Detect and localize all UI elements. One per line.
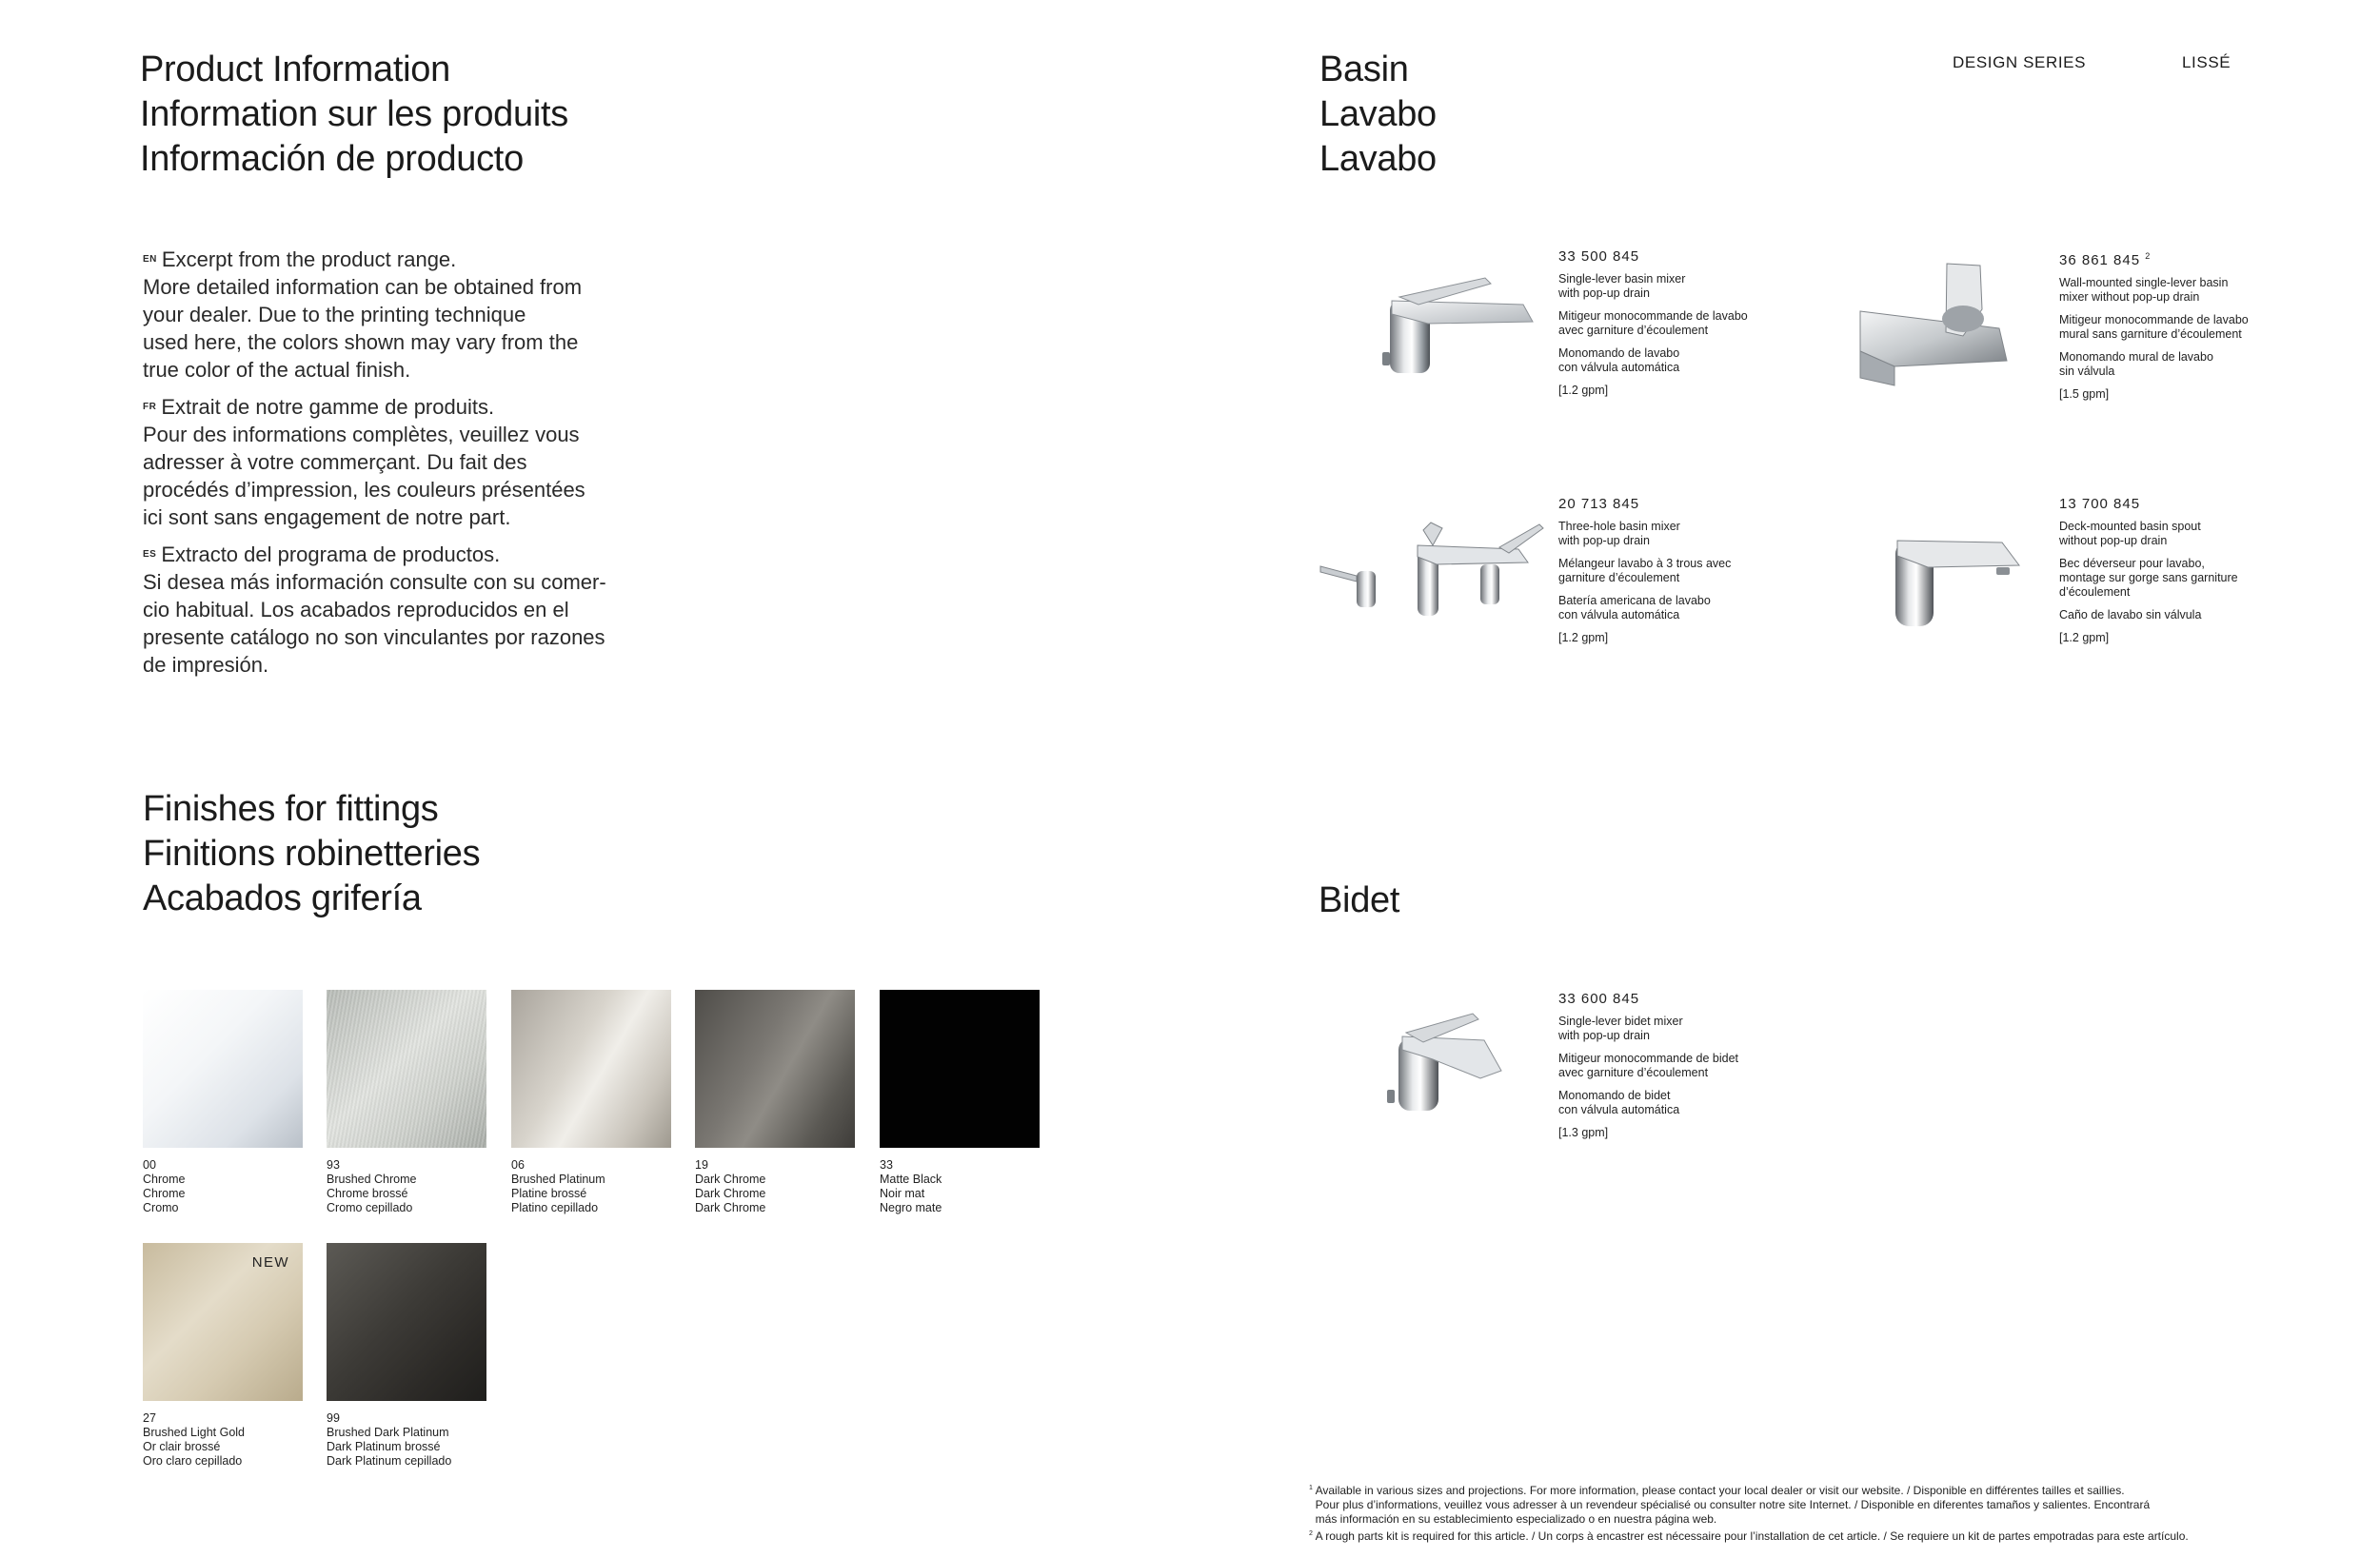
lang-tag: ES — [143, 549, 157, 560]
title-line-es: Información de producto — [140, 139, 524, 179]
finish-swatch-chrome — [143, 990, 303, 1148]
three-hole-basin-mixer-icon — [1319, 519, 1547, 628]
footnote-1: $^1$ Available in various sizes and projections. For more information, please contact your local dealer or visit our website. / Disponible en différentes tailles et saillies. — [1309, 1484, 2125, 1497]
title-line-en: Basin — [1319, 49, 1409, 89]
finish-swatch-brushed-chrome — [327, 990, 486, 1148]
flow-rate: [1.5 gpm] — [2059, 387, 2110, 401]
product-code: 13 700 845 — [2059, 496, 2141, 512]
product-information-title — [140, 48, 568, 182]
product-code: 33 600 845 — [1558, 991, 1640, 1007]
footnote-2: $^2$ A rough parts kit is required for this article. / Un corps à encastrer est nécessaire pour l’installation de cet article. / Se requiere un kit de partes empotradas para este artículo. — [1309, 1529, 2189, 1543]
footnotes: $^1$ Available in various sizes and projections. For more information, please contact your local dealer or visit our website. / Disponible en différentes tailles et saillies. Pour plus d’informations, veuillez vous adresser à un revendeur spécialisé ou consulter notre site Internet. / Disponible en diferentes tamaños y salientes. Encontrará más información en su establecimiento especializado o en nuestra página web. $^2$ A rough parts kit is required for this article. / Un corps à encastrer est nécessaire pour l’installation de cet article. / Se requiere un kit de partes empotradas para este artículo. — [1309, 1481, 2318, 1544]
finish-label: 33 Matte Black Noir mat Negro mate — [880, 1158, 942, 1214]
finish-label: 93 Brushed Chrome Chrome brossé Cromo cepillado — [327, 1158, 417, 1214]
flow-rate: [1.2 gpm] — [1558, 384, 1609, 397]
flow-rate: [1.2 gpm] — [1558, 631, 1609, 644]
intro-paragraph-en: $^{EN}$ Excerpt from the product range. More detailed information can be obtained from your dealer. Due to the printing technique used here, the colors shown may vary from the true color of the actual finish. — [143, 247, 583, 382]
title-line-fr: Lavabo — [1319, 94, 1437, 134]
lang-tag: EN — [143, 254, 157, 265]
finish-swatch-matte-black — [880, 990, 1040, 1148]
product-code: 33 500 845 — [1558, 248, 1640, 265]
product-code: 20 713 845 — [1558, 496, 1640, 512]
design-series-name: LISSÉ — [2182, 53, 2231, 71]
wall-mounted-basin-mixer-icon — [1856, 262, 2018, 390]
finishes-title — [143, 787, 480, 921]
intro-text — [143, 246, 638, 688]
flow-rate: [1.3 gpm] — [1558, 1126, 1609, 1139]
product-33-500-845: 33 500 845 Single-lever basin mixer with pop-up drain Mitigeur monocommande de lavabo avec garniture d’écoulement Monomando de lavabo con válvula automática [1.2 gpm] — [1558, 249, 1806, 406]
finish-label: 06 Brushed Platinum Platine brossé Platino cepillado — [511, 1158, 605, 1214]
lang-tag: FR — [143, 402, 157, 412]
flow-rate: [1.2 gpm] — [2059, 631, 2110, 644]
title-line-en: Finishes for fittings — [143, 789, 439, 829]
product-33-600-845: 33 600 845 Single-lever bidet mixer with pop-up drain Mitigeur monocommande de bidet avec garniture d’écoulement Monomando de bidet con válvula automática [1.3 gpm] — [1558, 992, 1806, 1149]
title-line-en: Bidet — [1319, 880, 1400, 920]
product-code: 36 861 845 $^2$ — [2059, 251, 2152, 268]
design-series-label: DESIGN SERIES — [1953, 53, 2087, 71]
footnote-mark: 2 — [2145, 251, 2152, 261]
finish-label: 00 Chrome Chrome Cromo — [143, 1158, 186, 1214]
finish-swatch-brushed-platinum — [511, 990, 671, 1148]
finish-label: 19 Dark Chrome Dark Chrome Dark Chrome — [695, 1158, 766, 1214]
finish-swatch-brushed-dark-platinum — [327, 1243, 486, 1401]
single-lever-basin-mixer-icon — [1380, 266, 1542, 381]
product-20-713-845: 20 713 845 Three-hole basin mixer with pop-up drain Mélangeur lavabo à 3 trous avec garniture d’écoulement Batería americana de lavabo con válvula automática [1.2 gpm] — [1558, 497, 1806, 654]
product-13-700-845: 13 700 845 Deck-mounted basin spout without pop-up drain Bec déverseur pour lavabo, montage sur gorge sans garniture d’écoulement Caño de lavabo sin válvula [1.2 gpm] — [2059, 497, 2307, 654]
basin-title — [1319, 48, 1437, 182]
title-line-es: Lavabo — [1319, 139, 1437, 179]
product-36-861-845: 36 861 845 $^2$ Wall-mounted single-lever basin mixer without pop-up drain Mitigeur monocommande de lavabo mural sans garniture d’écoulement Monomando mural de lavabo sin válvula [1.5 gpm] — [2059, 249, 2307, 410]
finish-label: 99 Brushed Dark Platinum Dark Platinum brossé Dark Platinum cepillado — [327, 1411, 452, 1468]
title-line-en: Product Information — [140, 49, 450, 89]
finish-swatch-brushed-light-gold — [143, 1243, 303, 1401]
title-line-fr: Finitions robinetteries — [143, 834, 481, 874]
new-badge: NEW — [251, 1254, 289, 1271]
intro-paragraph-fr: $^{FR}$ Extrait de notre gamme de produits. Pour des informations complètes, veuillez vous adresser à votre commerçant. Du fait des procédés d’impression, les couleurs présentées ici sont sans engagement de notre part. — [143, 395, 585, 529]
deck-mounted-basin-spout-icon — [1890, 523, 2023, 628]
intro-paragraph-es: $^{ES}$ Extracto del programa de productos. Si desea más información consulte con su comer- cio habitual. Los acabados reproducidos en el presente catálogo no son vinculantes por razones de impresión. — [143, 542, 606, 677]
finish-label: 27 Brushed Light Gold Or clair brossé Oro claro cepillado — [143, 1411, 246, 1468]
title-line-fr: Information sur les produits — [140, 94, 568, 134]
single-lever-bidet-mixer-icon — [1385, 1004, 1528, 1118]
bidet-title — [1319, 878, 1399, 923]
finish-swatch-dark-chrome — [695, 990, 855, 1148]
title-line-es: Acabados grifería — [143, 878, 422, 918]
